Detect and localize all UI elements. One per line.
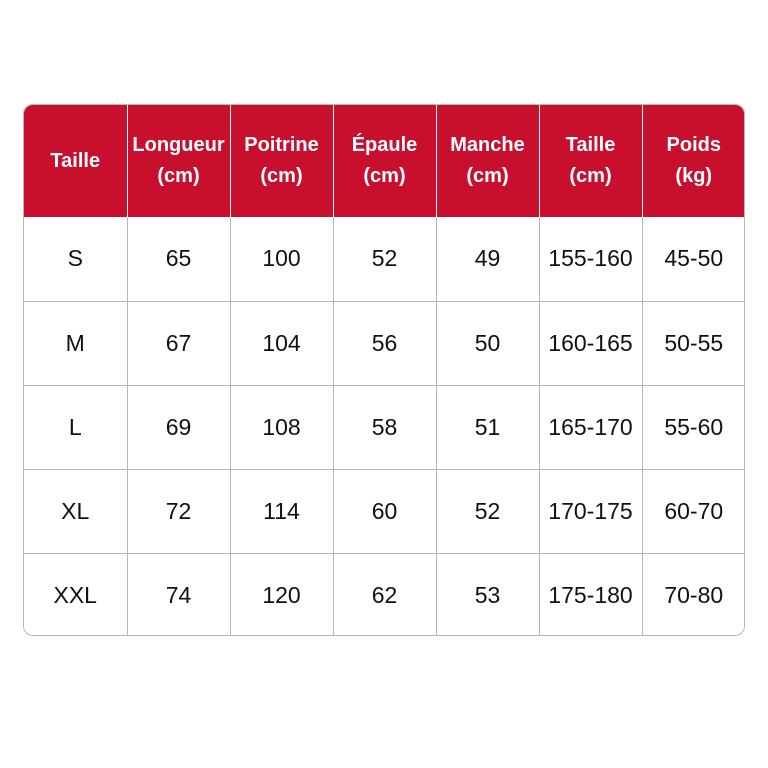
cell-poids: 45-50 (642, 217, 745, 301)
header-manche (436, 105, 539, 217)
cell-taille: 160-165 (539, 301, 642, 385)
cell-longueur: 72 (127, 469, 230, 553)
size-table-grid (24, 105, 745, 636)
cell-poitrine: 120 (230, 553, 333, 636)
cell-taille: 175-180 (539, 553, 642, 636)
table-row (24, 217, 745, 301)
table-row (24, 301, 745, 385)
header-unit: (cm) (157, 165, 200, 187)
cell-poitrine: 100 (230, 217, 333, 301)
header-unit: (kg) (675, 165, 713, 187)
cell-longueur: 69 (127, 385, 230, 469)
cell-epaule: 62 (333, 553, 436, 636)
header-label: Poids (666, 134, 721, 156)
header-label: Manche (450, 134, 525, 156)
cell-poids: 70-80 (642, 553, 745, 636)
cell-poids: 55-60 (642, 385, 745, 469)
table-header (24, 105, 745, 217)
cell-size: XL (24, 469, 127, 553)
header-taille-cm (539, 105, 642, 217)
cell-manche: 53 (436, 553, 539, 636)
cell-taille: 165-170 (539, 385, 642, 469)
cell-manche: 51 (436, 385, 539, 469)
cell-manche: 49 (436, 217, 539, 301)
header-epaule (333, 105, 436, 217)
header-unit: (cm) (569, 165, 612, 187)
cell-size: M (24, 301, 127, 385)
header-poitrine (230, 105, 333, 217)
table-row (24, 385, 745, 469)
cell-taille: 155-160 (539, 217, 642, 301)
table-row (24, 553, 745, 636)
header-label: Épaule (351, 134, 418, 156)
header-unit: (cm) (363, 165, 406, 187)
header-label: Longueur (132, 134, 225, 156)
cell-longueur: 74 (127, 553, 230, 636)
cell-longueur: 65 (127, 217, 230, 301)
header-unit: (cm) (260, 165, 303, 187)
cell-poitrine: 104 (230, 301, 333, 385)
header-row (24, 105, 745, 217)
header-poids (642, 105, 745, 217)
header-longueur (127, 105, 230, 217)
header-label: Taille (50, 149, 101, 172)
header-label: Taille (565, 134, 616, 156)
cell-poitrine: 114 (230, 469, 333, 553)
table-row (24, 469, 745, 553)
cell-epaule: 52 (333, 217, 436, 301)
header-taille (24, 105, 127, 217)
cell-taille: 170-175 (539, 469, 642, 553)
cell-epaule: 56 (333, 301, 436, 385)
cell-poids: 60-70 (642, 469, 745, 553)
cell-manche: 52 (436, 469, 539, 553)
cell-size: S (67, 245, 83, 272)
cell-size: XXL (24, 553, 127, 636)
cell-epaule: 58 (333, 385, 436, 469)
cell-epaule: 60 (333, 469, 436, 553)
header-label: Poitrine (244, 134, 319, 156)
cell-poitrine: 108 (230, 385, 333, 469)
cell-size: L (24, 385, 127, 469)
cell-manche: 50 (436, 301, 539, 385)
cell-longueur: 67 (127, 301, 230, 385)
header-unit: (cm) (466, 165, 509, 187)
cell-poids: 50-55 (642, 301, 745, 385)
size-chart-table (23, 104, 745, 636)
table-body (24, 217, 745, 636)
